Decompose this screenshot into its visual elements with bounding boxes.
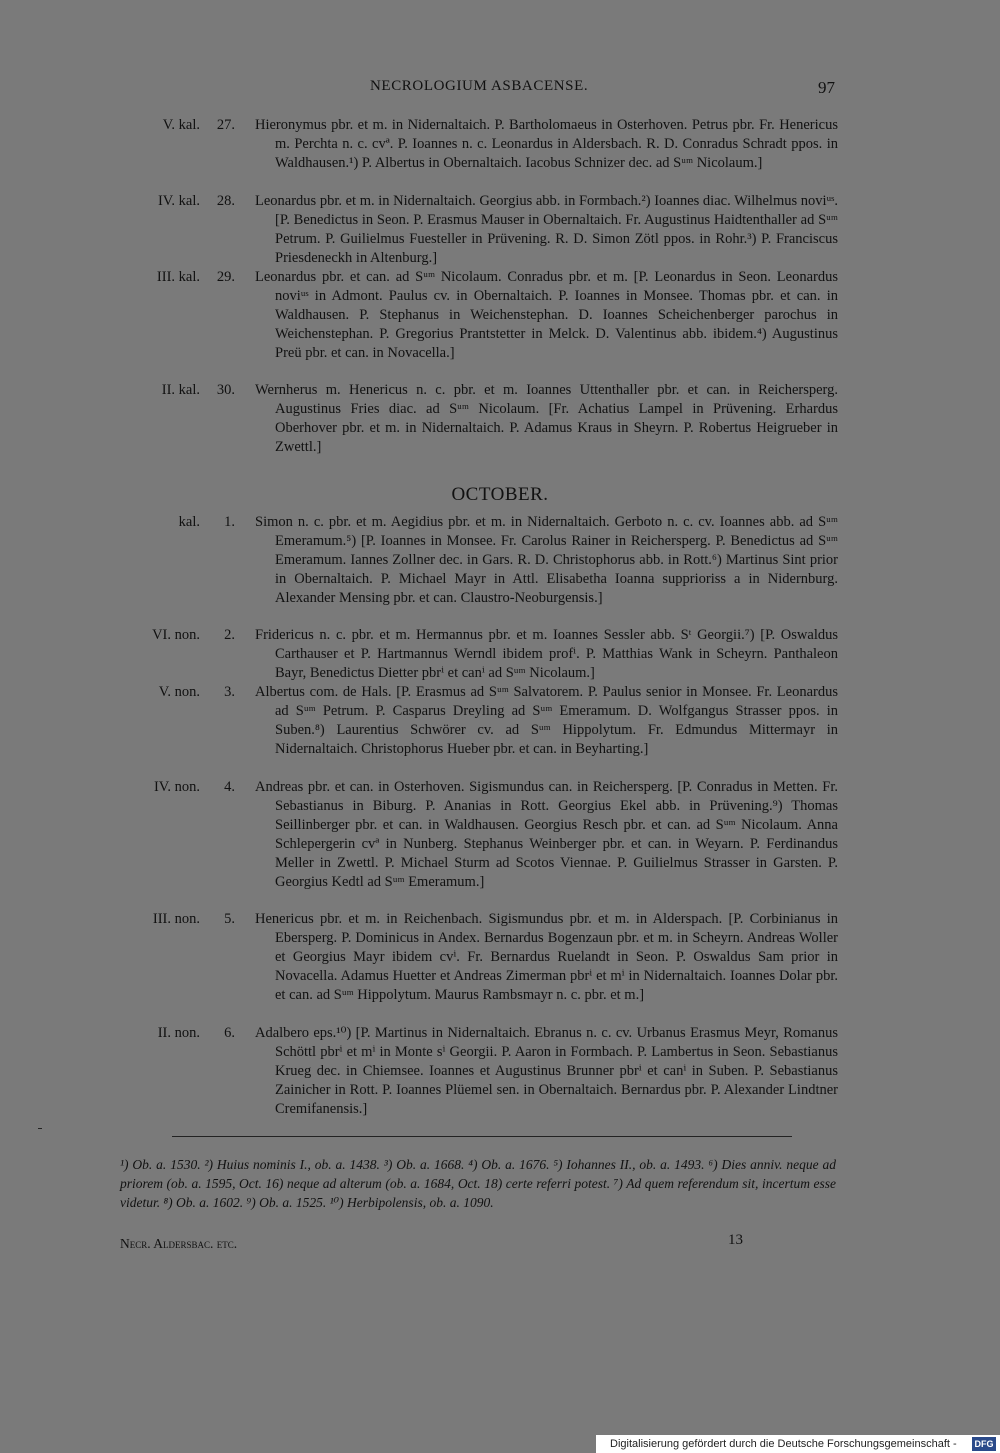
entry-text: Leonardus pbr. et m. in Nidernaltaich. Georgius abb. in Formbach.²) Ioannes diac. Wilhelmus noviᵘˢ. [P. Benedictus in Seon. P. Erasmus Mauser in Obernaltaich. Fr. Augustinus Haidtenthaller ad Sᵘᵐ Petrum. P. Guilielmus Fuesteller in Prüvening. R. D. Simon Zötl ppos. in Rohr.³) P. Franciscus Priesdeneckh in Altenburg.] — [255, 193, 838, 266]
october-section — [0, 513, 1000, 1138]
entry-date: V. non. — [158, 684, 200, 700]
footnote-rule — [172, 1136, 792, 1137]
entry-day-number: 30. — [216, 382, 235, 398]
september-section — [0, 116, 1000, 457]
necrology-entry — [0, 268, 1000, 381]
footer-sheet-number: 13 — [728, 1232, 743, 1248]
necrology-entry — [0, 116, 1000, 192]
entry-text: Leonardus pbr. et can. ad Sᵘᵐ Nicolaum. Conradus pbr. et m. [P. Leonardus in Seon. Leonardus noviᵘˢ in Admont. Paulus cv. in Obernaltaich. P. Ioannes in Monsee. Thomas pbr. et can. in Waldhausen. P. Stephanus in Weichenstephan. D. Ioannes Scheichenberger parochus in Weichenstephan. P. Gregorius Prantstetter in Melck. D. Valentinus abb. ibidem.⁴) Augustinus Preü pbr. et can. in Novacella.] — [255, 269, 838, 361]
necrology-entry — [0, 192, 1000, 268]
entry-date: III. kal. — [156, 269, 200, 285]
entry-text: Simon n. c. pbr. et m. Aegidius pbr. et m. in Nidernaltaich. Gerboto n. c. cv. Ioannes abb. ad Sᵘᵐ Emeramum.⁵) [P. Ioannes in Monsee. Fr. Carolus Rainer in Reichersperg. P. Benedictus ad Sᵘᵐ Emeramum. Iannes Zollner dec. in Gars. R. D. Christophorus abb. in Rott.⁶) Martinus Sint prior in Obernaltaich. P. Michael Mayr in Attl. Elisabetha Ioanna supprioriss a in Nidernburg. Alexander Mensing pbr. et can. Claustro-Neoburgensis.] — [255, 514, 838, 606]
entry-date: V. kal. — [162, 117, 200, 133]
entry-day-number: 28. — [216, 193, 235, 209]
entry-day-number: 4. — [224, 779, 235, 795]
entry-day-number: 5. — [224, 911, 235, 927]
entry-day-number: 29. — [216, 269, 235, 285]
entry-text: Fridericus n. c. pbr. et m. Hermannus pbr. et m. Ioannes Sessler abb. Sᵗ Georgii.⁷) [P. Oswaldus Carthauser et P. Hartmannus Werndl ibidem profⁱ. P. Matthias Wank in Scheyrn. Panthaleon Bayr, Benedictus Dietter pbrⁱ et canⁱ ad Sᵘᵐ Nicolaum.] — [255, 627, 838, 681]
entry-date: VI. non. — [152, 627, 200, 643]
entry-day-number: 6. — [224, 1025, 235, 1041]
page-header — [0, 78, 1000, 100]
entry-date: III. non. — [152, 911, 200, 927]
dfg-logo-icon: DFG — [972, 1437, 996, 1451]
page-number: 97 — [818, 78, 835, 97]
entry-date: IV. kal. — [157, 193, 200, 209]
entry-day-number: 1. — [224, 514, 235, 530]
dfg-funding-text: Digitalisierung gefördert durch die Deutsche Forschungsgemeinschaft - — [610, 1438, 957, 1450]
entry-text: Wernherus m. Henericus n. c. pbr. et m. Ioannes Uttenthaller pbr. et can. in Reichersperg. Augustinus Fries diac. ad Sᵘᵐ Nicolaum. [Fr. Achatius Lampel in Prüvening. Erhardus Oberhover pbr. et m. in Nidernaltaich. P. Adamus Kraus in Sheyrn. P. Robertus Heigrueber in Zwettl.] — [255, 382, 838, 455]
entry-date: kal. — [178, 514, 200, 530]
necrology-entry — [0, 683, 1000, 778]
margin-mark — [38, 1128, 42, 1129]
necrology-entry — [0, 778, 1000, 910]
entry-date: II. non. — [157, 1025, 200, 1041]
entry-day-number: 3. — [224, 684, 235, 700]
necrology-entry — [0, 1024, 1000, 1138]
necrology-entry — [0, 381, 1000, 457]
dfg-funding-bar — [596, 1435, 1000, 1453]
entry-date: IV. non. — [153, 779, 200, 795]
running-title: NECROLOGIUM ASBACENSE. — [370, 78, 589, 94]
entry-day-number: 27. — [216, 117, 235, 133]
necrology-entry — [0, 910, 1000, 1024]
necrology-entry — [0, 513, 1000, 626]
entry-date: II. kal. — [161, 382, 200, 398]
entry-text: Albertus com. de Hals. [P. Erasmus ad Sᵘᵐ Salvatorem. P. Paulus senior in Monsee. Fr. Leonardus ad Sᵘᵐ Petrum. P. Casparus Dreyling ad Sᵘᵐ Emeramum. D. Wolfgangus Strasser ppos. in Suben.⁸) Laurentius Schwörer cv. ad Sᵘᵐ Hippolytum. Fr. Edmundus Mittermayr in Nidernaltaich. Christophorus Hueber pbr. et can. in Beyharting.] — [255, 684, 838, 757]
month-heading: OCTOBER. — [451, 484, 549, 505]
entry-day-number: 2. — [224, 627, 235, 643]
entry-text: Henericus pbr. et m. in Reichenbach. Sigismundus pbr. et m. in Alderspach. [P. Corbinianus in Ebersperg. P. Dominicus in Andex. Bernardus Bogenzaun pbr. et m. in Scheyrn. Andreas Woller et Georgius Mayr ibidem cvⁱ. Fr. Bernardus Ruelandt in Seon. P. Oswaldus Sam prior in Novacella. Adamus Huetter et Andreas Zimerman pbrⁱ et mⁱ in Nidernaltaich. Ioannes Dolar pbr. et can. ad Sᵘᵐ Hippolytum. Maurus Rambsmayr n. c. pbr. et m.] — [255, 911, 838, 1003]
entry-text: Adalbero eps.¹⁰) [P. Martinus in Nidernaltaich. Ebranus n. c. cv. Urbanus Erasmus Meyr, Romanus Schöttl pbrⁱ et mⁱ in Monte sⁱ Georgii. P. Aaron in Formbach. P. Lambertus in Seon. Sebastianus Krueg dec. in Chiemsee. Ioannes et Augustinus Brunner pbrⁱ et canⁱ in Suben. P. Sebastianus Zainicher in Rott. P. Ioannes Plüemel sen. in Obernaltaich. Bernardus pbr. P. Alexander Lindtner Cremifanensis.] — [255, 1025, 838, 1117]
necrology-entry — [0, 626, 1000, 683]
footnotes: ¹) Ob. a. 1530. ²) Huius nominis I., ob. a. 1438. ³) Ob. a. 1668. ⁴) Ob. a. 1676. ⁵) Iohannes II., ob. a. 1493. ⁶) Dies anniv. neque ad priorem (ob. a. 1595, Oct. 16) neque ad alterum (ob. a. 1684, Oct. 18) certe referri potest. ⁷) Ad quem referendum sit, incertum esse videtur. ⁸) Ob. a. 1602. ⁹) Ob. a. 1525. ¹⁰) Herbipolensis, ob. a. 1090. — [120, 1157, 836, 1210]
footer-signature: Necr. Aldersbac. etc. — [120, 1236, 238, 1251]
entry-text: Andreas pbr. et can. in Osterhoven. Sigismundus can. in Reichersperg. [P. Conradus in Metten. Fr. Sebastianus in Biburg. P. Ananias in Rott. Georgius Ekel abb. in Prüvening.⁹) Thomas Seillinberger pbr. et can. in Waldhausen. Georgius Resch pbr. et can. ad Sᵘᵐ Nicolaum. Anna Schlepergerin cvª in Nunberg. Stephanus Weinberger pbr. et can. in Weyarn. P. Ferdinandus Meller in Zwettl. P. Michael Sturm ad Scotos Viennae. P. Guilielmus Strasser in Garsten. P. Georgius Kedtl ad Sᵘᵐ Emeramum.] — [255, 779, 838, 890]
entry-text: Hieronymus pbr. et m. in Nidernaltaich. P. Bartholomaeus in Osterhoven. Petrus pbr. Fr. Henericus m. Perchta n. c. cvª. P. Ioannes n. c. Leonardus in Aldersbach. R. D. Conradus Schradt ppos. in Waldhausen.¹) P. Albertus in Obernaltaich. Iacobus Schnizer dec. ad Sᵘᵐ Nicolaum.] — [255, 117, 838, 171]
